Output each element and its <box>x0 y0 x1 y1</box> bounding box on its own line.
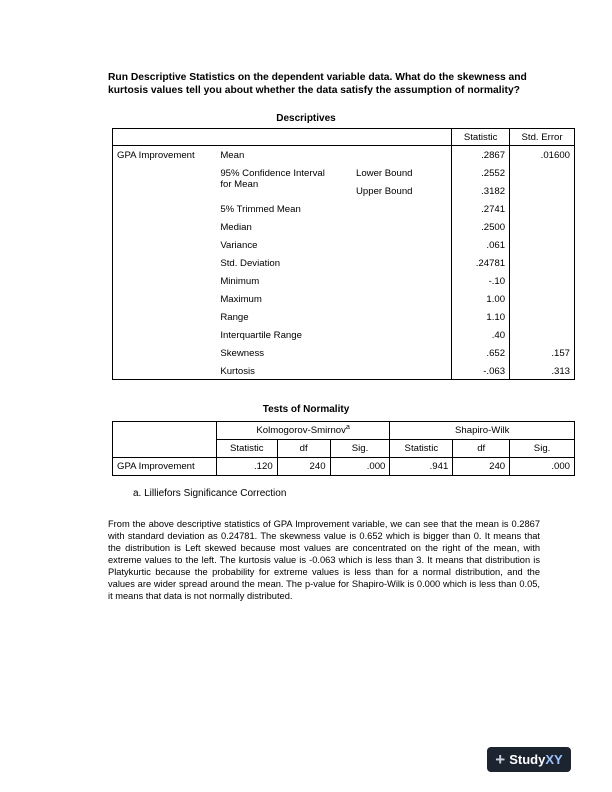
row-statistic: .652 <box>452 344 510 362</box>
row-std-error: .157 <box>510 344 575 362</box>
row-statistic: .40 <box>452 326 510 344</box>
row-statistic: -.10 <box>452 272 510 290</box>
sw-header: Shapiro-Wilk <box>390 422 575 440</box>
row-std-error: .313 <box>510 362 575 380</box>
row-statistic: .2500 <box>452 218 510 236</box>
lower-bound-label: Lower Bound <box>355 167 413 179</box>
descriptives-row <box>113 254 575 272</box>
row-std-error <box>510 200 575 218</box>
row-label: Skewness <box>220 347 265 359</box>
descriptives-row <box>113 344 575 362</box>
row-statistic: .24781 <box>452 254 510 272</box>
row-label: Median <box>220 221 252 233</box>
ks-df: 240 <box>277 458 330 476</box>
ks-statistic: .120 <box>216 458 277 476</box>
descriptives-table <box>112 128 575 380</box>
row-label: Interquartile Range <box>220 329 302 341</box>
normality-table <box>112 421 575 476</box>
row-label: Minimum <box>220 275 260 287</box>
row-std-error <box>510 290 575 308</box>
lower-bound-value: .2552 <box>452 164 510 182</box>
ks-sig-header: Sig. <box>330 440 390 458</box>
ci-label: 95% Confidence Interval for Mean <box>220 167 325 190</box>
row-std-error <box>510 326 575 344</box>
descriptives-rows <box>113 200 575 380</box>
row-std-error <box>510 218 575 236</box>
descriptives-row <box>113 200 575 218</box>
normality-footnote: a. Lilliefors Significance Correction <box>133 488 287 499</box>
sw-df-header: df <box>453 440 510 458</box>
ks-sig: .000 <box>330 458 390 476</box>
row-label: Kurtosis <box>216 362 451 380</box>
normality-variable: GPA Improvement <box>113 458 217 476</box>
descriptives-row <box>113 362 575 380</box>
descriptives-row <box>113 236 575 254</box>
upper-bound-label: Upper Bound <box>355 185 413 197</box>
row-std-error <box>510 254 575 272</box>
row-label: Std. Deviation <box>220 257 281 269</box>
descriptives-row <box>113 326 575 344</box>
row-label: Variance <box>220 239 258 251</box>
mean-label: Mean <box>220 150 245 161</box>
row-statistic: 1.00 <box>452 290 510 308</box>
brand-main: Study <box>509 752 546 767</box>
plus-icon: + <box>495 749 506 769</box>
descriptives-row <box>113 218 575 236</box>
row-statistic: .061 <box>452 236 510 254</box>
ks-df-header: df <box>277 440 330 458</box>
descriptives-row <box>113 308 575 326</box>
row-std-error <box>510 272 575 290</box>
sw-df: 240 <box>453 458 510 476</box>
sw-sig: .000 <box>510 458 575 476</box>
sw-statistic: .941 <box>390 458 453 476</box>
studyxy-badge[interactable] <box>487 747 571 772</box>
row-statistic: .2741 <box>452 200 510 218</box>
brand-accent: XY <box>545 752 563 767</box>
variable-label: GPA Improvement <box>113 146 217 164</box>
ks-header: Kolmogorov-Smirnov$^a$ <box>216 422 390 440</box>
row-statistic: 1.10 <box>452 308 510 326</box>
descriptives-row <box>113 290 575 308</box>
descriptives-row <box>113 272 575 290</box>
header-std-error: Std. Error <box>510 129 575 146</box>
sw-sig-header: Sig. <box>510 440 575 458</box>
analysis-text: From the above descriptive statistics of GPA Improvement variable, we can see that the mean is 0.2867 with standard deviation as 0.24781. The skewness value is 0.652 which is bigger than 0. It means that the distribution is Left skewed because most values are concentrated on the right of the mean, with extreme values to the left. The kurtosis value is -0.063 which is less than 3. It means that distribution is Platykurtic because the probability for extreme values is less than for a normal distribution, and the values are wider spread around the mean. The p-value for Shapiro-Wilk is 0.000 which is less than 0.05, it means that data is not normally distributed. <box>108 519 540 601</box>
descriptives-caption: Descriptives <box>276 113 336 124</box>
question-text: Run Descriptive Statistics on the dependent variable data. What do the skewness and kurtosis values tell you about whether the data satisfy the assumption of normality? <box>108 72 527 96</box>
header-statistic: Statistic <box>452 129 510 146</box>
ks-statistic-header: Statistic <box>216 440 277 458</box>
mean-se: .01600 <box>510 146 575 164</box>
row-label: Maximum <box>220 293 262 305</box>
mean-value: .2867 <box>452 146 510 164</box>
row-statistic: -.063 <box>452 362 510 380</box>
row-std-error <box>510 308 575 326</box>
row-label: Range <box>220 311 249 323</box>
upper-bound-value: .3182 <box>452 182 510 200</box>
sw-statistic-header: Statistic <box>390 440 453 458</box>
row-label: 5% Trimmed Mean <box>220 203 301 215</box>
normality-caption: Tests of Normality <box>262 404 350 415</box>
row-std-error <box>510 236 575 254</box>
